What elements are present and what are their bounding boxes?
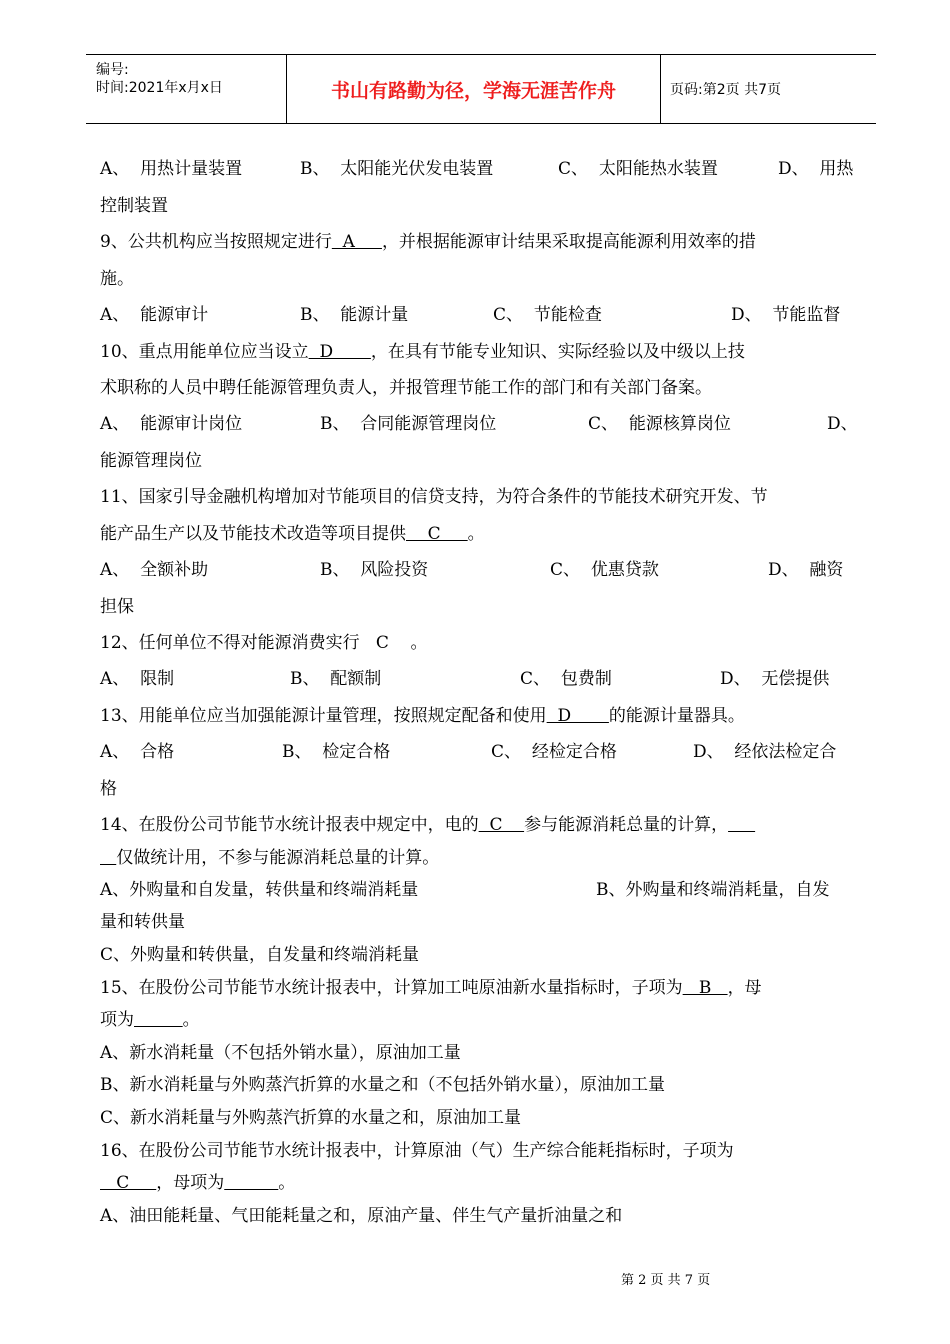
- q13-answer: D: [546, 706, 609, 726]
- q11-option-d-continued: 担保: [100, 597, 134, 617]
- q11-answer: C: [406, 524, 468, 544]
- q13-option-d-continued: 格: [100, 779, 117, 799]
- q9-line2: 施。: [100, 269, 134, 289]
- q9-option-a: A、 能源审计: [100, 305, 209, 325]
- q14-option-b-continued: 量和转供量: [100, 912, 185, 932]
- q10-answer: D: [308, 342, 371, 362]
- header-page-label: 页码:第2页 共7页: [670, 82, 781, 98]
- q14-blank-start: [728, 815, 755, 835]
- q10-option-d-continued: 能源管理岗位: [100, 451, 202, 471]
- q14-blank-end: [100, 848, 116, 868]
- q14-option-a: A、外购量和自发量，转供量和终端消耗量: [100, 880, 419, 900]
- document-time-label: 时间:2021年x月x日: [96, 80, 223, 96]
- q15-option-b: B、新水消耗量与外购蒸汽折算的水量之和（不包括外销水量），原油加工量: [100, 1075, 665, 1095]
- q10-option-a: A、 能源审计岗位: [100, 414, 243, 434]
- q11-option-d: D、 融资: [768, 560, 844, 580]
- q15-option-c: C、新水消耗量与外购蒸汽折算的水量之和，原油加工量: [100, 1108, 522, 1128]
- q9-line1: 9、公共机构应当按照规定进行 A ，并根据能源审计结果采取提高能源利用效率的措: [100, 232, 756, 252]
- q12-option-b: B、 配额制: [290, 669, 382, 689]
- q10-line2: 术职称的人员中聘任能源管理负责人，并报管理节能工作的部门和有关部门备案。: [100, 378, 712, 398]
- q12-option-c: C、 包费制: [520, 669, 612, 689]
- q9-option-b: B、 能源计量: [300, 305, 409, 325]
- q11-option-a: A、 全额补助: [100, 560, 209, 580]
- page-footer: 第 2 页 共 7 页: [621, 1273, 711, 1288]
- q8-option-a: A、 用热计量装置: [100, 159, 243, 179]
- header-left-cell: [86, 55, 286, 123]
- q14-line2: 仅做统计用，不参与能源消耗总量的计算。: [100, 847, 439, 869]
- q12-option-a: A、 限制: [100, 669, 175, 689]
- q10-option-c: C、 能源核算岗位: [588, 414, 731, 434]
- q8-option-d: D、 用热: [778, 159, 854, 179]
- q12-option-d: D、 无偿提供: [720, 669, 830, 689]
- q15-line2: 项为 。: [100, 1010, 200, 1030]
- q11-line2: 能产品生产以及节能技术改造等项目提供 C 。: [100, 524, 485, 544]
- q14-option-b: B、外购量和终端消耗量，自发: [596, 880, 830, 900]
- q8-option-c: C、 太阳能热水装置: [558, 159, 718, 179]
- q14-option-c: C、外购量和转供量，自发量和终端消耗量: [100, 945, 420, 965]
- q10-option-d: D、: [827, 414, 858, 434]
- q9-answer: A: [331, 232, 382, 252]
- q15-option-a: A、新水消耗量（不包括外销水量），原油加工量: [100, 1043, 461, 1063]
- q10-option-b: B、 合同能源管理岗位: [320, 414, 497, 434]
- q8-option-d-continued: 控制装置: [100, 196, 168, 216]
- q14-line1: 14、在股份公司节能节水统计报表中规定中，电的 C 参与能源消耗总量的计算，: [100, 814, 755, 836]
- q8-option-b: B、 太阳能光伏发电装置: [300, 159, 494, 179]
- q9-option-d: D、 节能监督: [731, 305, 841, 325]
- header-motto-cell: [286, 55, 661, 123]
- q11-line1: 11、国家引导金融机构增加对节能项目的信贷支持，为符合条件的节能技术研究开发、节: [100, 487, 768, 507]
- page-header: [86, 54, 876, 124]
- q16-blank: [224, 1173, 278, 1193]
- q13-option-d: D、 经依法检定合: [693, 742, 837, 762]
- q11-option-c: C、 优惠贷款: [550, 560, 659, 580]
- q13-line1: 13、用能单位应当加强能源计量管理，按照规定配备和使用 D 的能源计量器具。: [100, 706, 745, 726]
- q16-option-a: A、油田能耗量、气田能耗量之和，原油产量、伴生气产量折油量之和: [100, 1206, 623, 1226]
- q13-option-a: A、 合格: [100, 742, 175, 762]
- q11-option-b: B、 风险投资: [320, 560, 429, 580]
- q15-line1: 15、在股份公司节能节水统计报表中，计算加工吨原油新水量指标时，子项为 B ，母: [100, 978, 762, 998]
- q15-blank: [134, 1010, 183, 1030]
- q10-line1: 10、重点用能单位应当设立 D ，在具有节能专业知识、实际经验以及中级以上技: [100, 342, 745, 362]
- q15-answer: B: [682, 978, 728, 998]
- document-number-label: 编号:: [96, 62, 129, 78]
- q16-line2: C ，母项为 。: [100, 1173, 296, 1193]
- q13-option-c: C、 经检定合格: [491, 742, 617, 762]
- q13-option-b: B、 检定合格: [282, 742, 391, 762]
- header-motto: 书山有路勤为径，学海无涯苦作舟: [330, 79, 616, 102]
- q16-line1: 16、在股份公司节能节水统计报表中，计算原油（气）生产综合能耗指标时，子项为: [100, 1141, 734, 1161]
- q12-line1: 12、任何单位不得对能源消费实行 C 。: [100, 633, 428, 653]
- q16-answer: C: [100, 1173, 157, 1193]
- q9-option-c: C、 节能检查: [493, 305, 602, 325]
- q14-answer: C: [478, 815, 525, 835]
- header-page-cell: [660, 55, 876, 123]
